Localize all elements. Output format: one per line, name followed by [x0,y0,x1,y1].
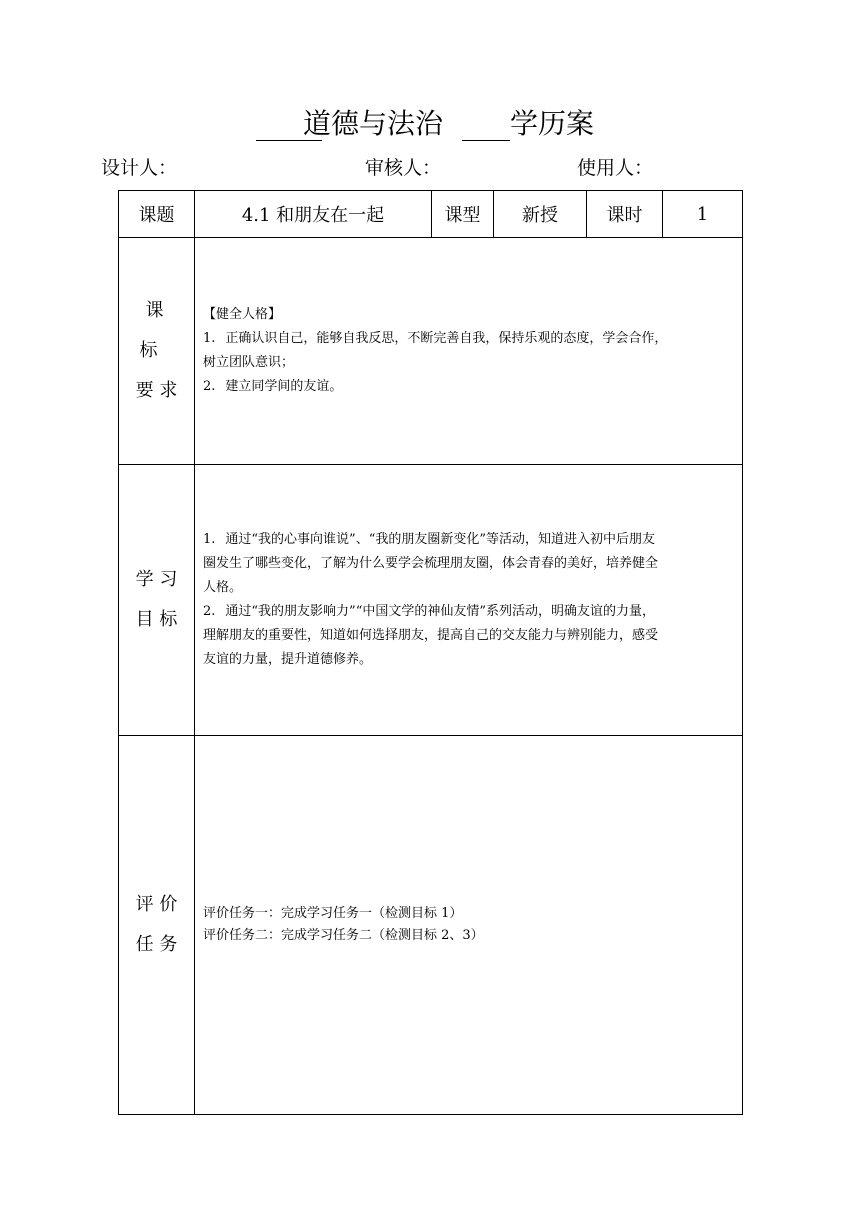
info-row [119,191,743,238]
objective-item-cont: 圈发生了哪些变化，了解为什么要学会梳理朋友圈，体会青春的美好，培养健全 [203,556,659,571]
user-label: 使用人： [577,157,654,179]
standards-item-cont: 树立团队意识； [203,355,295,370]
objective-item-cont: 友谊的力量，提升道德修养。 [203,652,373,667]
evaluation-label [119,736,195,1115]
evaluation-label-line: 评 价 [135,894,178,915]
document-title [0,104,860,144]
objectives-content [195,465,743,736]
lesson-label: 课题 [119,191,195,238]
lesson-value: 4.1 和朋友在一起 [195,191,432,238]
reviewer-label: 审核人： [365,157,442,179]
objective-item: 1. 通过“我的心事向谁说”、“我的朋友圈新变化”等活动，知道进入初中后朋友 [203,532,655,547]
objective-item-cont: 人格。 [203,580,243,595]
type-label: 课型 [432,191,494,238]
evaluation-item: 评价任务一：完成学习任务一（检测目标 1） [203,906,463,921]
objectives-label-line: 目 标 [135,609,178,630]
objectives-label-line: 学 习 [135,569,178,590]
designer-label: 设计人： [101,157,178,179]
evaluation-label-line: 任 务 [135,934,178,955]
objectives-label [119,465,195,736]
title-doc-type: 学历案 [510,107,595,140]
period-value: 1 [663,191,743,238]
standards-label-line: 课 [145,300,164,321]
objective-item: 2. 通过“我的朋友影响力”“中国文学的神仙友情”系列活动，明确友谊的力量， [203,604,655,619]
standards-row [119,238,743,465]
type-value: 新授 [494,191,587,238]
standards-label-line: 标 [139,340,158,361]
evaluation-content [195,736,743,1115]
evaluation-row [119,736,743,1115]
title-underline-right [462,104,510,141]
standards-item: 2. 建立同学间的友谊。 [203,379,343,394]
standards-content [195,238,743,465]
standards-item: 1. 正确认识自己，能够自我反思，不断完善自我，保持乐观的态度，学会合作， [203,331,668,346]
standards-heading: 【健全人格】 [203,307,282,322]
standards-label-line: 要 求 [135,380,178,401]
lesson-plan-table [118,190,743,1115]
objective-item-cont: 理解朋友的重要性，知道如何选择朋友，提高自己的交友能力与辨别能力，感受 [203,628,659,643]
period-label: 课时 [587,191,663,238]
objectives-row [119,465,743,736]
standards-label [119,238,195,465]
title-subject: 道德与法治 [303,107,444,140]
evaluation-item: 评价任务二：完成学习任务二（检测目标 2、3） [203,928,484,943]
